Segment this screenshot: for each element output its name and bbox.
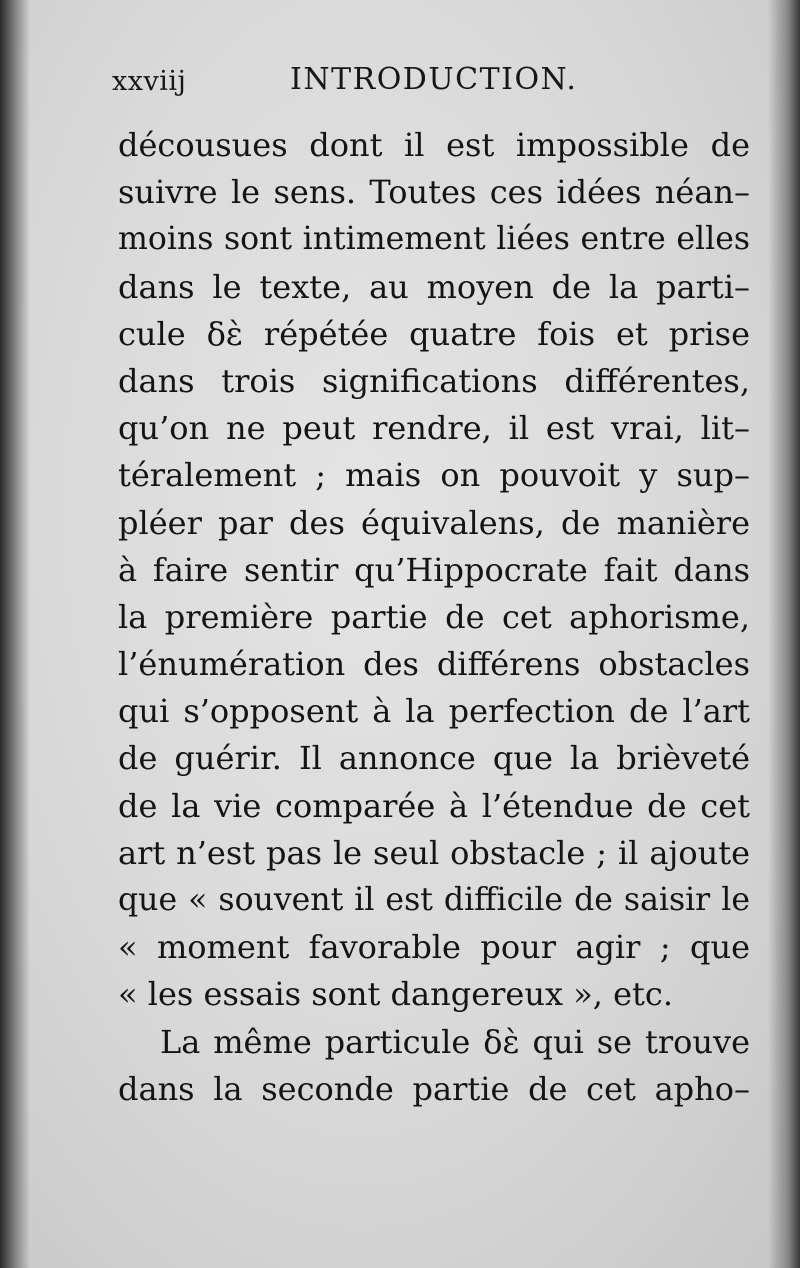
text-line: qu’on ne peut rendre, il est vrai, lit– xyxy=(118,409,750,448)
text-line: dans le texte, au moyen de la parti– xyxy=(118,267,750,306)
text-line: de guérir. Il annonce que la brièveté xyxy=(118,739,750,778)
text-line: l’énumération des différens obstacles xyxy=(118,645,750,684)
text-line: de la vie comparée à l’étendue de cet xyxy=(118,786,750,825)
text-line: pléer par des équivalens, de manière xyxy=(118,503,750,542)
running-header xyxy=(112,58,612,102)
text-line: « les essais sont dangereux », etc. xyxy=(118,975,673,1014)
text-line: dans trois significations différentes, xyxy=(118,361,750,400)
text-line: à faire sentir qu’Hippocrate fait dans xyxy=(118,550,750,589)
text-line: téralement ; mais on pouvoit y sup– xyxy=(118,456,750,495)
text-line: la première partie de cet aphorisme, xyxy=(118,597,750,636)
text-line: « moment favorable pour agir ; que xyxy=(118,928,750,967)
text-line: qui s’opposent à la perfection de l’art xyxy=(118,692,750,731)
page-edge-shadow xyxy=(768,0,800,1268)
text-line: que « souvent il est difficile de saisir le xyxy=(118,882,750,918)
text-line: art n’est pas le seul obstacle ; il ajoute xyxy=(118,833,750,872)
text-line: dans la seconde partie de cet apho– xyxy=(118,1069,750,1108)
body-text xyxy=(118,122,750,1113)
text-line: La même particule δὲ qui se trouve xyxy=(160,1022,750,1061)
binding-shadow xyxy=(0,0,30,1268)
page-number: xxviij xyxy=(112,66,187,97)
text-line: moins sont intimement liées entre elles xyxy=(118,221,750,258)
text-line: décousues dont il est impossible de xyxy=(118,126,750,164)
running-title: INTRODUCTION. xyxy=(290,62,578,97)
text-line: cule δὲ répétée quatre fois et prise xyxy=(118,314,750,353)
text-line: suivre le sens. Toutes ces idées néan– xyxy=(118,173,750,212)
